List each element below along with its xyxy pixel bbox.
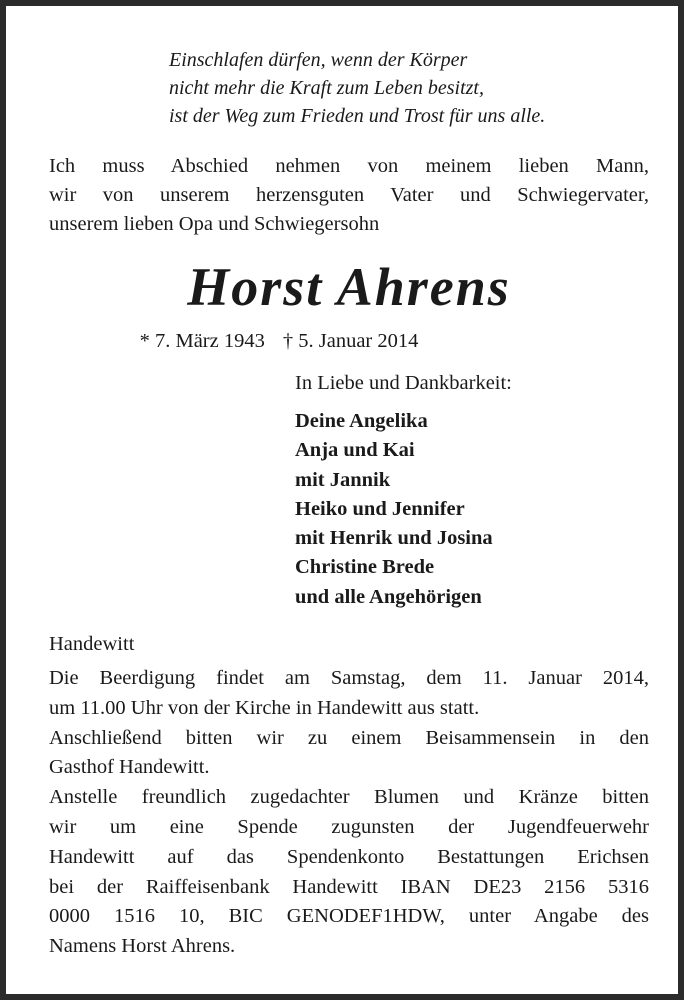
mourners-list [295, 407, 649, 612]
mourner-line: Heiko und Jennifer [295, 497, 465, 520]
details-line: Anstelle freundlich zugedachter Blumen und Kränze bitten [49, 786, 649, 809]
place-name: Handewitt [49, 633, 135, 656]
life-dates [49, 327, 649, 355]
motto-verse [169, 46, 649, 130]
intro-line: unserem lieben Opa und Schwiegersohn [49, 213, 380, 235]
motto-line: Einschlafen dürfen, wenn der Körper [169, 49, 468, 71]
funeral-details [49, 664, 649, 962]
deceased-name: Horst Ahrens [187, 257, 511, 317]
details-line: wir um eine Spende zugunsten der Jugendfeuerwehr [49, 816, 649, 839]
intro-text [49, 152, 649, 239]
details-line: Gasthof Handewitt. [49, 756, 210, 779]
thanks-heading: In Liebe und Dankbarkeit: [295, 372, 512, 394]
intro-line: Ich muss Abschied nehmen von meinem lieben Mann, [49, 155, 649, 177]
details-line: um 11.00 Uhr von der Kirche in Handewitt aus statt. [49, 696, 480, 719]
details-line: Die Beerdigung findet am Samstag, dem 11. Januar 2014, [49, 667, 649, 690]
details-line: Handewitt auf das Spendenkonto Bestattungen Erichsen [49, 845, 649, 868]
intro-line: wir von unserem herzensguten Vater und Schwiegervater, [49, 184, 649, 206]
details-line: 0000 1516 10, BIC GENODEF1HDW, unter Angabe des [49, 905, 649, 928]
details-line: bei der Raiffeisenbank Handewitt IBAN DE23 2156 5316 [49, 875, 649, 898]
mourner-line: Deine Angelika [295, 410, 428, 432]
death-date: † 5. Januar 2014 [282, 330, 419, 352]
details-line: Anschließend bitten wir zu einem Beisammensein in den [49, 726, 649, 749]
obituary-content [49, 46, 649, 962]
mourner-line: Anja und Kai [295, 439, 415, 462]
mourner-line: und alle Angehörigen [295, 585, 482, 608]
birth-date: * 7. März 1943 [139, 330, 265, 352]
details-line: Namens Horst Ahrens. [49, 935, 236, 958]
mourner-line: mit Jannik [295, 468, 391, 491]
mourner-line: mit Henrik und Josina [295, 527, 493, 550]
motto-line: ist der Weg zum Frieden und Trost für uns alle. [169, 105, 546, 127]
mourner-line: Christine Brede [295, 556, 435, 579]
motto-line: nicht mehr die Kraft zum Leben besitzt, [169, 77, 484, 99]
